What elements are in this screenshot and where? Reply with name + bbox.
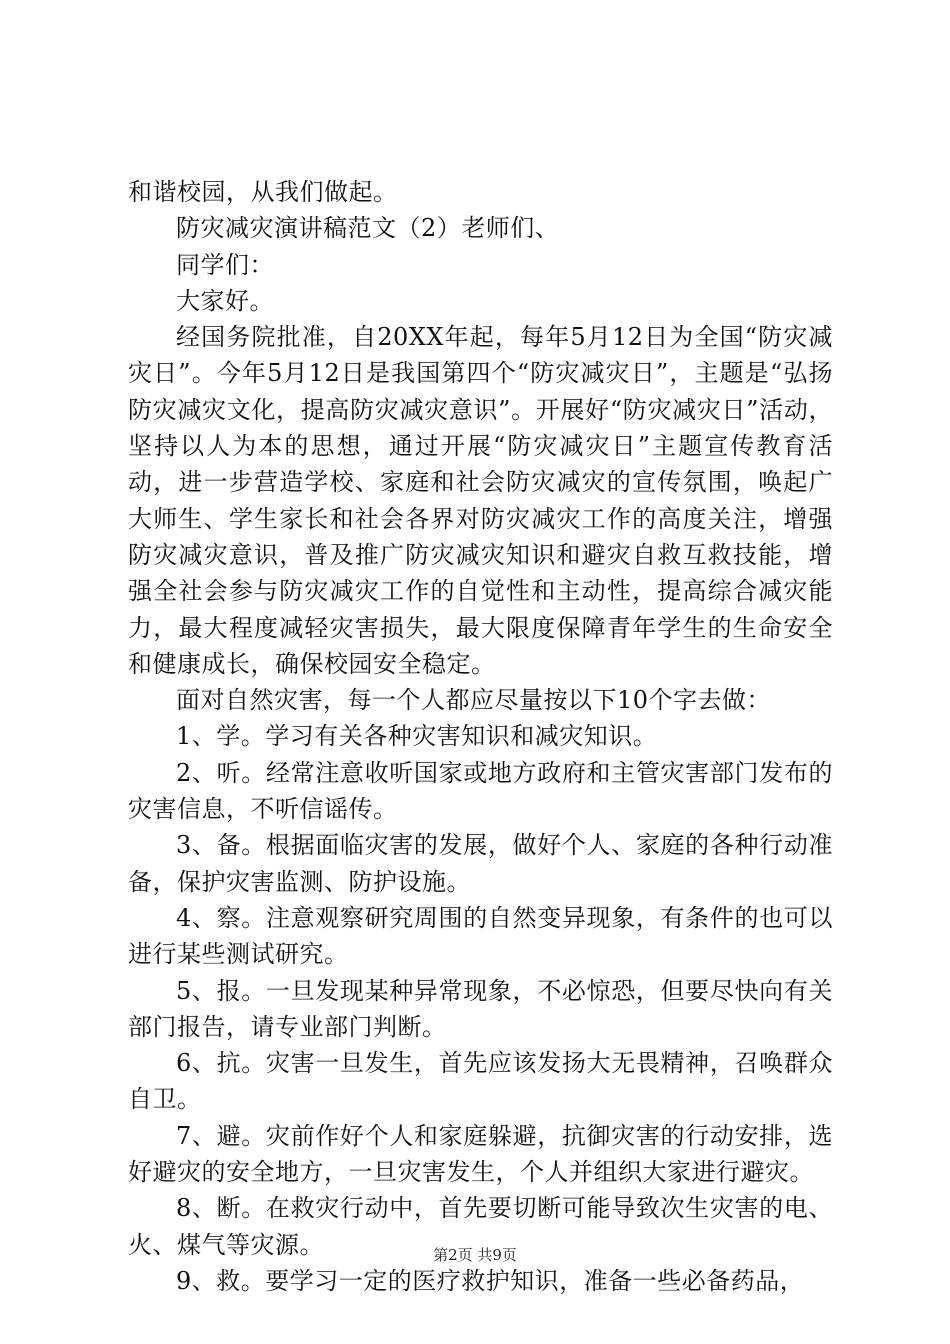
list-item-7: 7、避。灾前作好个人和家庭躲避，抗御灾害的行动安排，选好避灾的安全地方，一旦灾害发生，个人并组织大家进行避灾。: [128, 1121, 833, 1187]
paragraph-3: 大家好。: [176, 286, 274, 315]
paragraph-1: 防灾减灾演讲稿范文（2）老师们、: [176, 214, 560, 243]
paragraph-2: 同学们：: [176, 250, 274, 279]
list-item-4: 4、察。注意观察研究周围的自然变异现象，有条件的也可以进行某些测试研究。: [128, 903, 833, 969]
list-item-6: 6、抗。灾害一旦发生，首先应该发扬大无畏精神，召唤群众自卫。: [128, 1049, 833, 1114]
paragraph-4: 经国务院批准，自20XX年起，每年5月12日为全国“防灾减灾日”。今年5月12日是我国第四个“防灾减灾日”，主题是“弘扬防灾减灾文化，提高防灾减灾意识”。开展好“防灾减灾日”活动，坚持以人为本的思想，通过开展“防灾减灾日”主题宣传教育活动，进一步营造学校、家庭和社会防灾减灾的宣传氛围，唤起广大师生、学生家长和社会各界对防灾减灾工作的高度关注，增强防灾减灾意识，普及推广防灾减灾知识和避灾自救互救技能，增强全社会参与防灾减灾工作的自觉性和主动性，提高综合减灾能力，最大程度减轻灾害损失，最大限度保障青年学生的生命安全和健康成长，确保校园安全稳定。: [128, 323, 833, 678]
list-item-2: 2、听。经常注意收听国家或地方政府和主管灾害部门发布的灾害信息，不听信谣传。: [128, 758, 833, 824]
list-item-1: 1、学。学习有关各种灾害知识和减灾知识。: [176, 722, 658, 751]
list-item-3: 3、备。根据面临灾害的发展，做好个人、家庭的各种行动准备，保护灾害监测、防护设施。: [128, 831, 833, 896]
list-item-8: 8、断。在救灾行动中，首先要切断可能导致次生灾害的电、火、煤气等灾源。: [128, 1194, 833, 1259]
paragraph-5: 面对自然灾害，每一个人都应尽量按以下10个字去做：: [176, 686, 772, 715]
paragraph-0: 和谐校园，从我们做起。: [128, 178, 398, 206]
list-item-9: 9、救。要学习一定的医疗救护知识，准备一些必备药品，: [176, 1266, 805, 1295]
document-body: [128, 174, 833, 1299]
list-item-5: 5、报。一旦发现某种异常现象，不必惊恐，但要尽快向有关部门报告，请专业部门判断。: [128, 976, 833, 1041]
page-number-footer: 第2页 共9页: [433, 1246, 517, 1264]
